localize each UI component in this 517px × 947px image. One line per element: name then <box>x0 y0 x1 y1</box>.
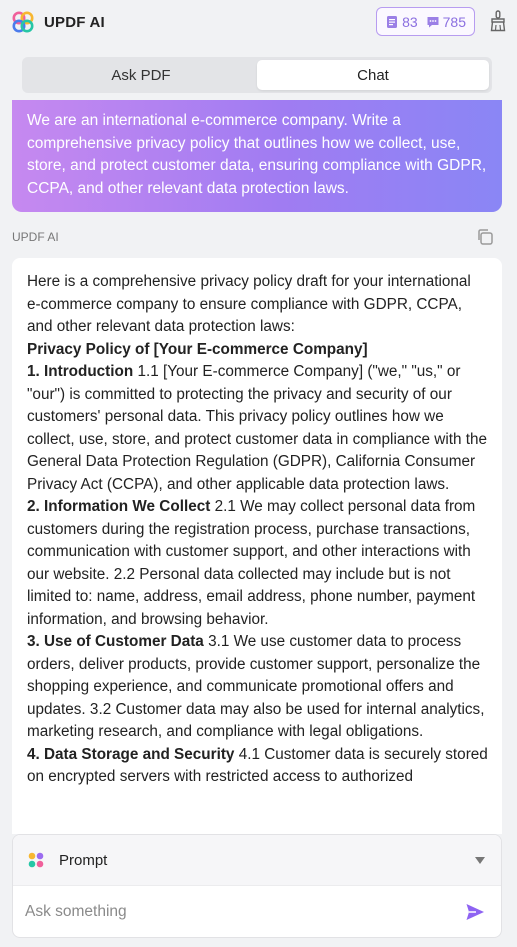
ai-response-card <box>12 258 502 834</box>
chat-quota <box>426 14 466 30</box>
usage-quota[interactable] <box>376 7 475 36</box>
header <box>0 0 517 44</box>
composer <box>12 834 502 938</box>
section-heading: 2. Information We Collect <box>27 498 211 515</box>
section-heading: 1. Introduction <box>27 363 134 380</box>
mode-tabs <box>22 57 492 93</box>
section-heading: 4. Data Storage and Security <box>27 745 235 763</box>
ai-sender-label: UPDF AI <box>12 230 59 244</box>
ask-row <box>13 886 501 938</box>
user-message-bubble: We are an international e-commerce company. Write a comprehensive privacy policy that outlines how we collect, use, store, and protect customer data, ensuring compliance with GDPR, CCPA, and other relevant data protection laws. <box>12 100 502 212</box>
ask-input[interactable] <box>25 903 445 921</box>
section-body: 2.1 We may collect personal data from customers during the registration process, purchase transactions, communication with customer support, and other interactions with our website. 2.2 Personal data collected may include but is not limited to: name, address, email address, phone number, payment information, and browsing behavior. <box>27 498 476 628</box>
section-body: 1.1 [Your E-commerce Company] ("we," "us," or "our") is committed to protecting the privacy and security of our customers' personal data. This privacy policy outlines how we collect, use, store, and protect customer data in compliance with the General Data Protection Regulation (GDPR), California Consumer Privacy Act (CCPA), and other applicable data protection laws. <box>27 363 487 493</box>
tab-chat[interactable]: Chat <box>257 60 489 90</box>
chat-quota-count: 785 <box>442 13 466 30</box>
chevron-down-icon <box>475 857 485 864</box>
section-body: 4.1 Customer data is securely stored on encrypted servers with restricted access to authorized <box>27 745 488 785</box>
prompt-label: Prompt <box>59 851 108 869</box>
policy-title: Privacy Policy of [Your E-commerce Company] <box>27 340 368 358</box>
updf-logo-icon <box>12 11 34 33</box>
response-intro: Here is a comprehensive privacy policy draft for your international e-commerce company to ensure compliance with GDPR, CCPA, and other relevant data protection laws: <box>27 273 471 335</box>
send-icon[interactable] <box>465 902 485 922</box>
section-body: 3.1 We use customer data to process orders, deliver products, provide customer support, personalize the shopping experience, and communicate promotional offers and updates. 3.2 Customer data may also be used for internal analytics, marketing research, and compliance with legal obligations. <box>27 633 485 740</box>
prompt-dots-icon <box>27 851 45 869</box>
policy-section <box>27 744 488 789</box>
app-title: UPDF AI <box>44 13 105 31</box>
chat-bubble-icon <box>426 15 440 29</box>
policy-section <box>27 361 488 496</box>
policy-section <box>27 631 488 744</box>
pdf-quota <box>385 14 418 30</box>
pdf-quota-count: 83 <box>402 13 418 30</box>
prompt-selector[interactable] <box>13 835 501 886</box>
document-icon <box>385 15 399 29</box>
section-heading: 3. Use of Customer Data <box>27 633 204 650</box>
policy-section <box>27 496 488 631</box>
tab-ask-pdf[interactable]: Ask PDF <box>111 66 171 84</box>
copy-icon[interactable] <box>475 227 495 247</box>
clear-chat-broom-icon[interactable] <box>489 10 507 32</box>
